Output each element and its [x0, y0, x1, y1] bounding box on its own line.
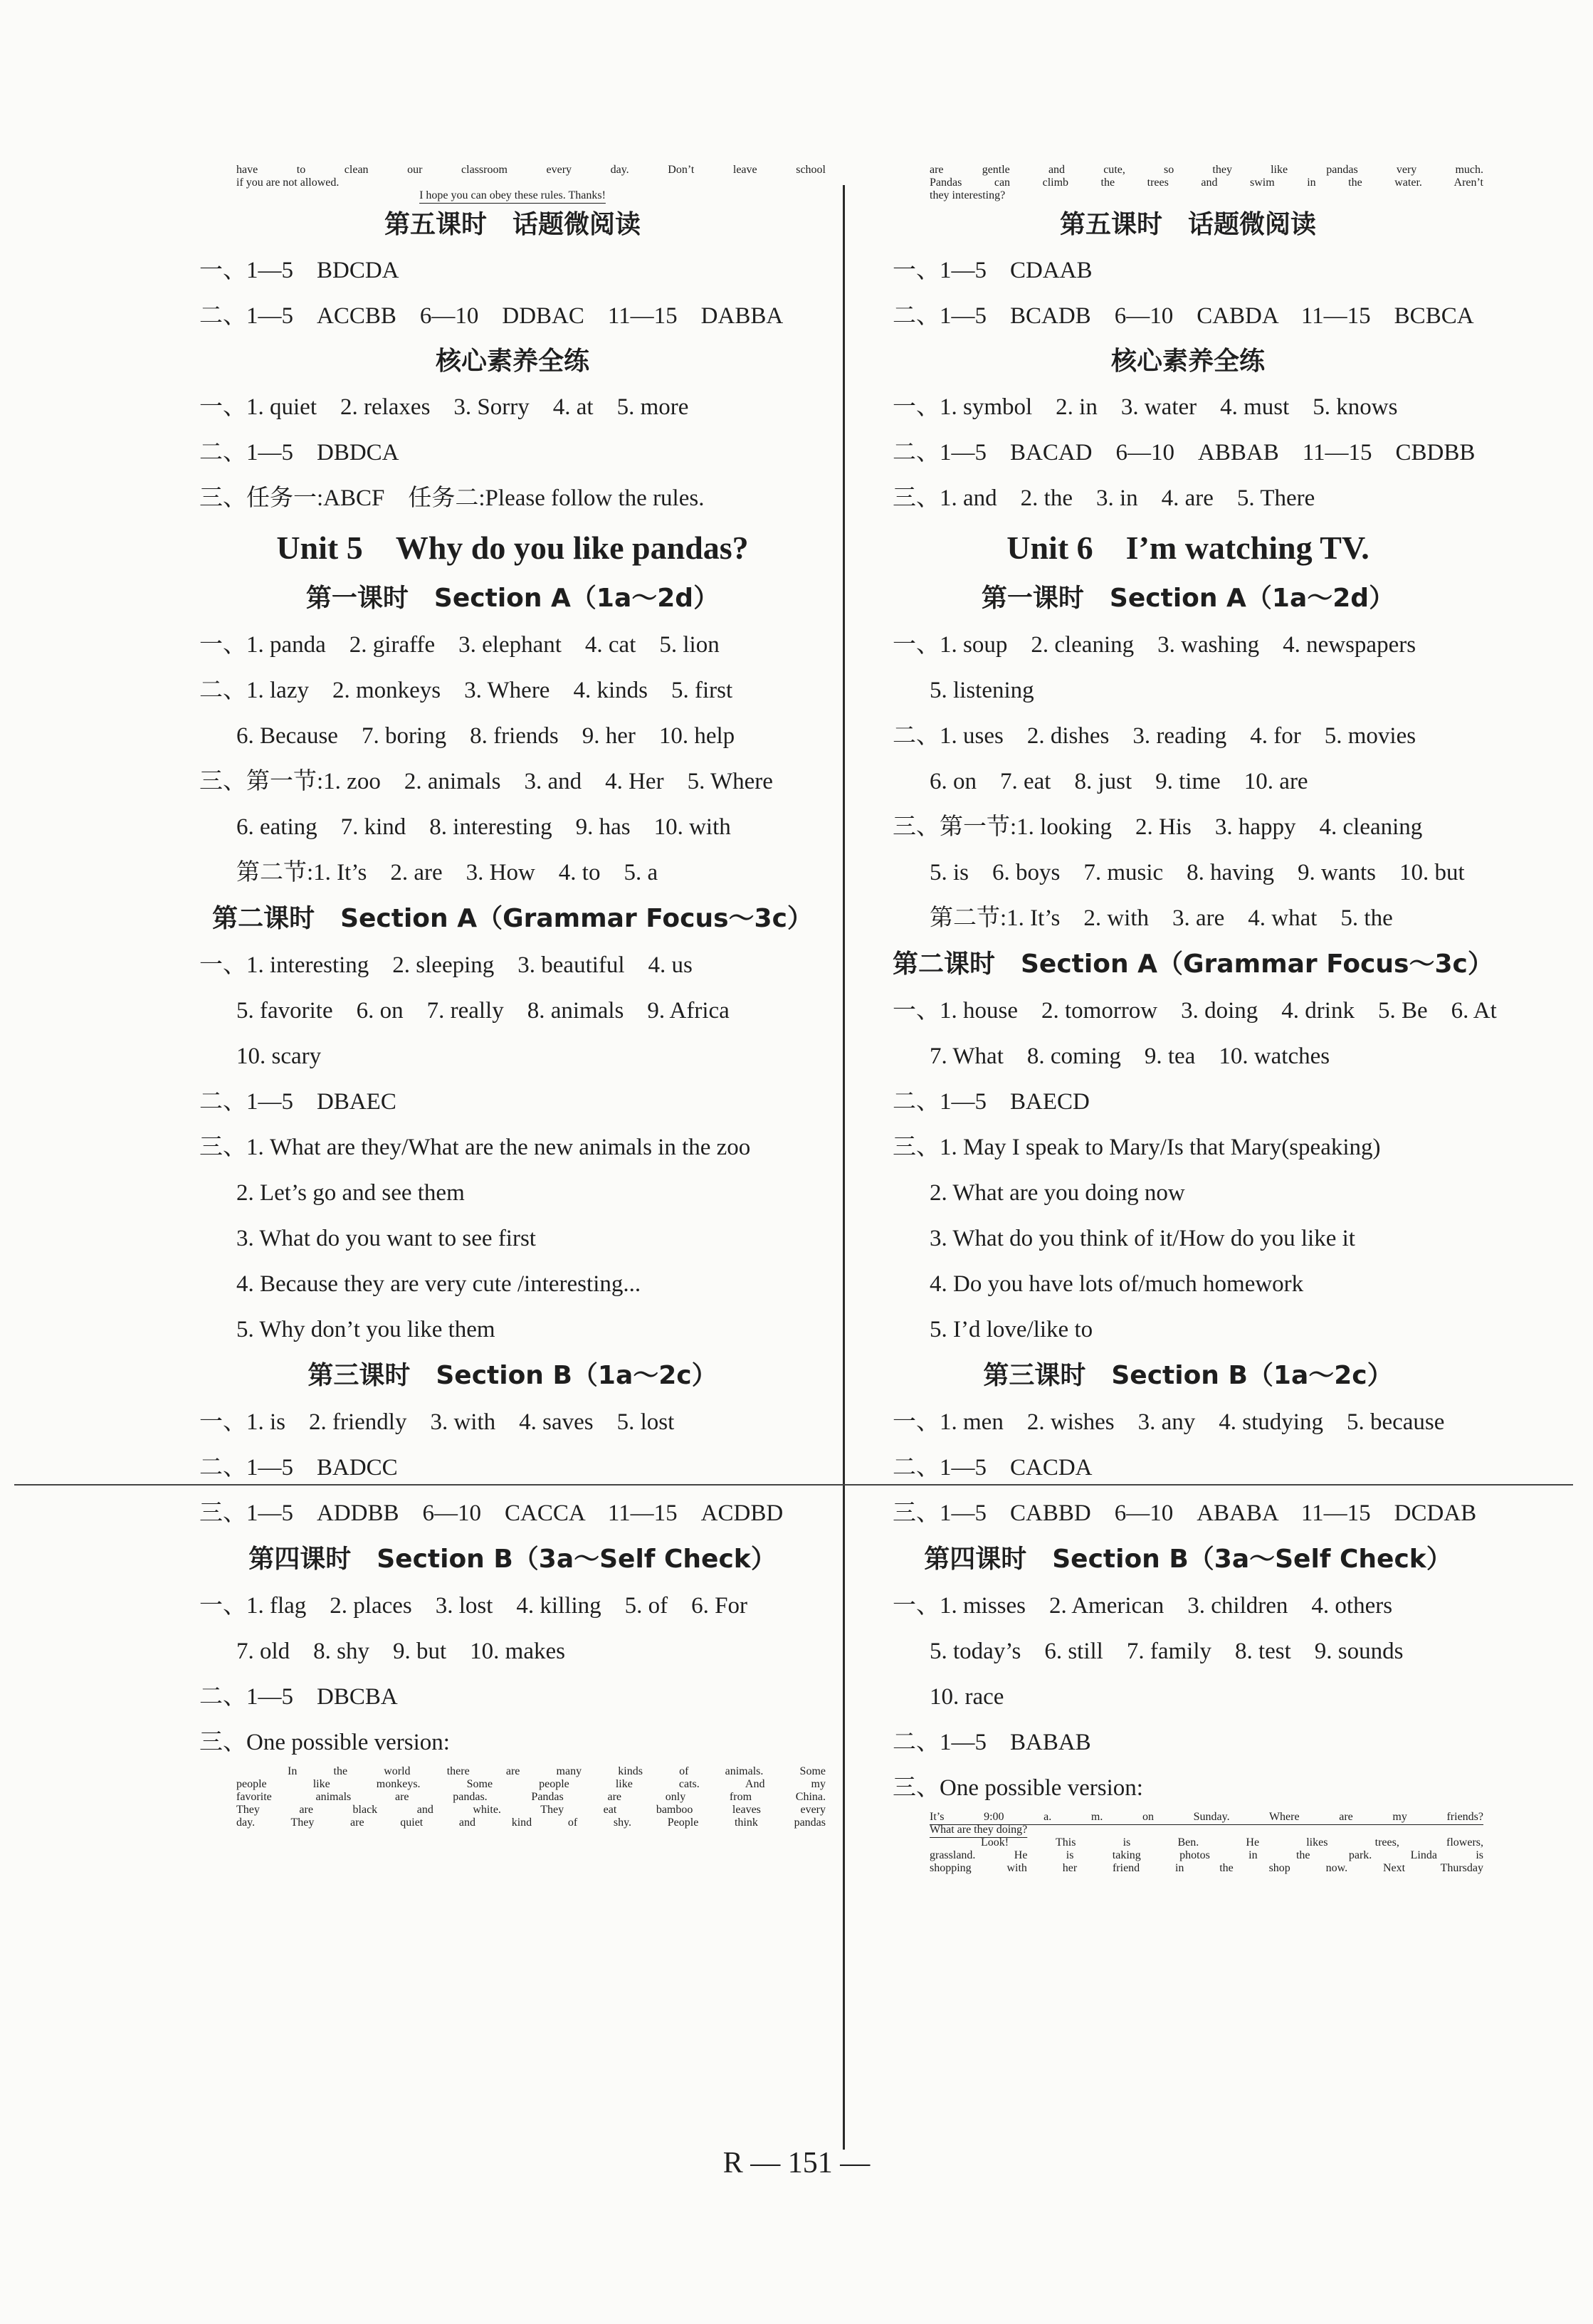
left-line: 4. Because they are very cute /interesting...	[236, 1271, 641, 1297]
right-line: Unit 6 I’m watching TV.	[1006, 530, 1369, 566]
right-line: 二、1—5 CACDA	[893, 1455, 1093, 1481]
right-line: 5. today’s 6. still 7. family 8. test 9. sounds	[930, 1639, 1404, 1664]
right-line: What are they doing?	[930, 1824, 1028, 1836]
right-line: are gentle and cute, so they like pandas very much.	[930, 164, 1483, 176]
left-line: if you are not allowed.	[236, 177, 340, 189]
left-line: 二、1—5 DBDCA	[199, 440, 399, 466]
left-line: 第三课时 Section B（1a～2c）	[307, 1361, 717, 1390]
right-line: 第二节:1. It’s 2. with 3. are 4. what 5. the	[930, 905, 1393, 931]
right-line: grassland. He is taking photos in the park. Linda is	[930, 1849, 1483, 1861]
right-line: 三、第一节:1. looking 2. His 3. happy 4. cleaning	[893, 814, 1423, 840]
left-line: have to clean our classroom every day. Don’t leave school	[236, 164, 826, 176]
page-number: R — 151 —	[722, 2147, 871, 2180]
right-line: 核心素养全练	[1110, 347, 1265, 376]
left-line: 三、任务一:ABCF 任务二:Please follow the rules.	[199, 485, 705, 511]
right-line: 一、1. misses 2. American 3. children 4. others	[893, 1593, 1393, 1619]
right-line: 一、1. men 2. wishes 3. any 4. studying 5. because	[893, 1409, 1445, 1435]
left-line: I hope you can obey these rules. Thanks!	[419, 189, 606, 201]
left-line: 一、1—5 BDCDA	[199, 258, 399, 283]
left-line: Unit 5 Why do you like pandas?	[276, 530, 749, 566]
left-line: 第一课时 Section A（1a～2d）	[305, 584, 720, 613]
right-line: 一、1. soup 2. cleaning 3. washing 4. newspapers	[893, 632, 1416, 658]
right-line: 2. What are you doing now	[930, 1180, 1185, 1206]
left-line: people like monkeys. Some people like cats. And my	[236, 1778, 826, 1790]
right-line: 6. on 7. eat 8. just 9. time 10. are	[930, 769, 1308, 794]
right-line: 二、1—5 BABAB	[893, 1730, 1091, 1755]
right-line: 第四课时 Section B（3a～Self Check）	[924, 1545, 1452, 1574]
left-line: 三、1. What are they/What are the new animals in the zoo	[199, 1135, 751, 1160]
left-line: 2. Let’s go and see them	[236, 1180, 465, 1206]
left-line: 三、One possible version:	[199, 1730, 450, 1755]
right-line: Pandas can climb the trees and swim in the water. Aren’t	[930, 177, 1483, 189]
right-line: 三、One possible version:	[893, 1775, 1143, 1801]
left-line: In the world there are many kinds of animals. Some	[288, 1765, 826, 1777]
left-line: 二、1—5 DBCBA	[199, 1684, 398, 1710]
left-line: 二、1—5 ACCBB 6—10 DDBAC 11—15 DABBA	[199, 303, 784, 329]
right-line: 7. What 8. coming 9. tea 10. watches	[930, 1043, 1330, 1069]
right-line: 第五课时 话题微阅读	[1059, 210, 1316, 239]
right-line: 二、1. uses 2. dishes 3. reading 4. for 5. movies	[893, 723, 1416, 749]
right-line: 5. is 6. boys 7. music 8. having 9. wants 10. but	[930, 860, 1465, 885]
right-line: 第三课时 Section B（1a～2c）	[983, 1361, 1393, 1390]
right-line: 一、1. house 2. tomorrow 3. doing 4. drink 5. Be 6. At	[893, 998, 1497, 1024]
left-line: 三、1—5 ADDBB 6—10 CACCA 11—15 ACDBD	[199, 1500, 784, 1526]
left-line: 一、1. panda 2. giraffe 3. elephant 4. cat 5. lion	[199, 632, 720, 658]
right-line: 三、1. and 2. the 3. in 4. are 5. There	[893, 485, 1315, 511]
left-line: 5. favorite 6. on 7. really 8. animals 9. Africa	[236, 998, 730, 1024]
left-line: 第二节:1. It’s 2. are 3. How 4. to 5. a	[236, 860, 658, 885]
left-line: They are black and white. They eat bamboo leaves every	[236, 1804, 826, 1816]
left-line: 第二课时 Section A（Grammar Focus～3c）	[212, 904, 813, 933]
right-line: 二、1—5 BAECD	[893, 1089, 1090, 1115]
right-line: 一、1—5 CDAAB	[893, 258, 1093, 283]
right-line: 三、1—5 CABBD 6—10 ABABA 11—15 DCDAB	[893, 1500, 1477, 1526]
left-line: 一、1. interesting 2. sleeping 3. beautiful 4. us	[199, 952, 693, 978]
left-line: 核心素养全练	[435, 347, 589, 376]
right-line: 3. What do you think of it/How do you like it	[930, 1226, 1355, 1251]
right-line: they interesting?	[930, 189, 1006, 201]
right-line: 一、1. symbol 2. in 3. water 4. must 5. knows	[893, 394, 1398, 420]
left-line: 7. old 8. shy 9. but 10. makes	[236, 1639, 565, 1664]
left-line: 二、1—5 DBAEC	[199, 1089, 396, 1115]
left-line: 6. eating 7. kind 8. interesting 9. has 10. with	[236, 814, 731, 840]
right-column	[893, 164, 1497, 1875]
left-line: favorite animals are pandas. Pandas are only from China.	[236, 1791, 826, 1803]
right-line: 二、1—5 BCADB 6—10 CABDA 11—15 BCBCA	[893, 303, 1474, 329]
left-line: 10. scary	[236, 1043, 322, 1069]
left-line: 二、1—5 BADCC	[199, 1455, 398, 1481]
left-line: 三、第一节:1. zoo 2. animals 3. and 4. Her 5. Where	[199, 769, 773, 794]
left-line: 第五课时 话题微阅读	[384, 210, 641, 239]
left-line: 6. Because 7. boring 8. friends 9. her 10. help	[236, 723, 735, 749]
left-line: 一、1. quiet 2. relaxes 3. Sorry 4. at 5. more	[199, 394, 689, 420]
right-line: 第一课时 Section A（1a～2d）	[981, 584, 1395, 613]
right-line: Look! This is Ben. He likes trees, flowers,	[981, 1836, 1483, 1849]
right-line: It’s 9:00 a. m. on Sunday. Where are my friends?	[930, 1811, 1483, 1823]
left-line: 一、1. is 2. friendly 3. with 4. saves 5. lost	[199, 1409, 675, 1435]
right-line: shopping with her friend in the shop now. Next Thursday	[930, 1862, 1483, 1874]
left-line: 5. Why don’t you like them	[236, 1317, 495, 1342]
right-line: 第二课时 Section A（Grammar Focus～3c）	[893, 950, 1493, 979]
right-line: 10. race	[930, 1684, 1004, 1710]
left-line: 3. What do you want to see first	[236, 1226, 536, 1251]
right-line: 5. listening	[930, 678, 1034, 703]
left-line: 一、1. flag 2. places 3. lost 4. killing 5. of 6. For	[199, 1593, 747, 1619]
right-line: 三、1. May I speak to Mary/Is that Mary(speaking)	[893, 1135, 1381, 1160]
left-line: 第四课时 Section B（3a～Self Check）	[248, 1545, 777, 1574]
left-line: day. They are quiet and kind of shy. People think pandas	[236, 1816, 826, 1829]
left-line: 二、1. lazy 2. monkeys 3. Where 4. kinds 5. first	[199, 678, 733, 703]
right-line: 5. I’d love/like to	[930, 1317, 1093, 1342]
right-line: 二、1—5 BACAD 6—10 ABBAB 11—15 CBDBB	[893, 440, 1476, 466]
left-column	[199, 164, 826, 1829]
column-divider	[843, 185, 845, 2150]
right-line: 4. Do you have lots of/much homework	[930, 1271, 1304, 1297]
